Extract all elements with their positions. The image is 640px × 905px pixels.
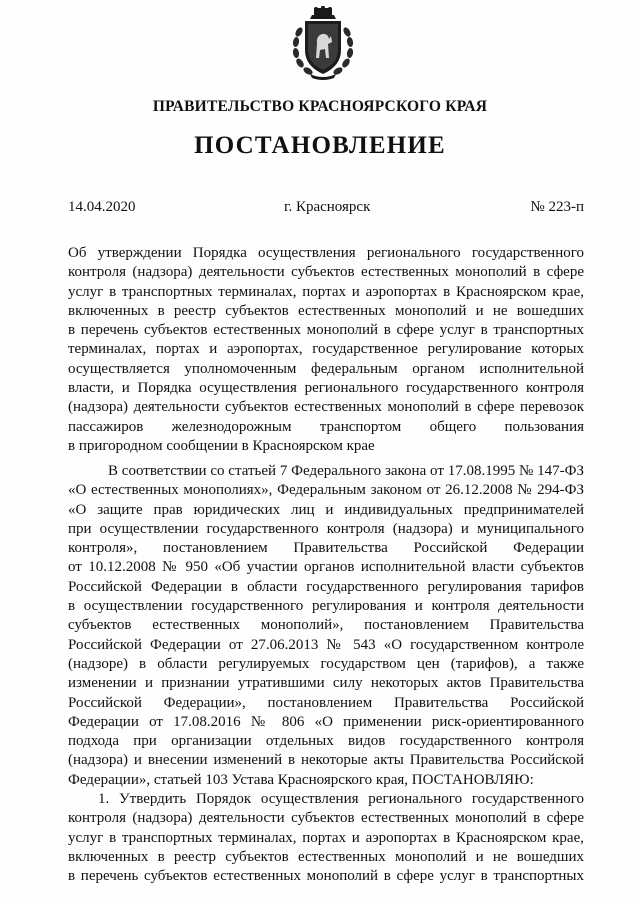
subject-line: Об утверждении Порядка осуществления регионального государственного	[68, 245, 584, 261]
item-line: услуг в транспортных терминалах, портах и аэропортах в Красноярском крае,	[68, 829, 584, 846]
subject-line: пассажиров железнодорожным транспортом общего пользования	[68, 418, 584, 435]
body-line: Российской Федерации», постановлением Правительства Российской	[68, 694, 584, 711]
subject-line: услуг в транспортных терминалах, портах и аэропортах в Красноярском крае,	[68, 283, 584, 300]
body-line: контроля», постановлением Правительства Российской Федерации	[68, 540, 584, 557]
item-1-paragraph	[68, 790, 584, 886]
subject-line: терминалах, портах и аэропортах, государственное регулирование которых	[68, 341, 584, 358]
subject-line: включенных в реестр субъектов естественных монополий и не вошедших	[68, 302, 584, 319]
subject-line: осуществляется уполномоченным федеральным органом исполнительной	[68, 360, 584, 377]
body-line: Российской Федерации в области государственного регулирования тарифов	[68, 578, 584, 595]
document-body	[68, 462, 584, 887]
body-line: Федерации», статьей 103 Устава Красноярского края, ПОСТАНОВЛЯЮ:	[68, 771, 534, 788]
body-line: (надзоре) в области регулируемых государством цен (тарифов), а также	[68, 655, 584, 672]
document-type-heading: ПОСТАНОВЛЕНИЕ	[194, 132, 446, 159]
body-line: В соответствии со статьей 7 Федерального закона от 17.08.1995 № 147-ФЗ	[108, 463, 584, 479]
body-line: «О естественных монополиях», Федеральным законом от 26.12.2008 № 294-ФЗ	[68, 482, 584, 499]
body-line: изменении и признании утратившими силу некоторых актов Правительства	[68, 675, 584, 692]
krasnoyarsk-coat-of-arms-emblem	[290, 6, 356, 80]
item-line: в перечень субъектов естественных монополий в сфере услуг в транспортных	[68, 868, 584, 885]
document-subject	[68, 244, 584, 456]
item-line: включенных в реестр субъектов естественных монополий и не вошедших	[68, 848, 584, 865]
item-line: контроля (надзора) деятельности субъектов естественных монополий в сфере	[68, 810, 584, 827]
subject-line: (надзора) деятельности субъектов естественных монополий в сфере перевозок	[68, 399, 584, 416]
subject-line: в пригородном сообщении в Красноярском крае	[68, 437, 375, 454]
government-title: ПРАВИТЕЛЬСТВО КРАСНОЯРСКОГО КРАЯ	[152, 98, 488, 115]
body-line: Российской Федерации от 27.06.2013 № 543 «О государственном контроле	[68, 636, 584, 653]
body-line: (надзора) и внесении изменений в некоторые акты Правительства Российской	[68, 752, 584, 769]
preamble-paragraph	[68, 462, 584, 790]
document-number: № 223-п	[530, 199, 584, 215]
subject-line: власти, и Порядка осуществления регионального государственного контроля	[68, 380, 584, 397]
body-line: в осуществлении государственного регулирования и контроля деятельности	[68, 598, 584, 615]
body-line: Федерации от 17.08.2016 № 806 «О применении риск-ориентированного	[68, 713, 584, 730]
subject-line: контроля (надзора) деятельности субъектов естественных монополий в сфере	[68, 264, 584, 281]
document-city: г. Красноярск	[284, 199, 371, 215]
document-date: 14.04.2020	[68, 199, 136, 215]
body-line: субъектов естественных монополий», постановлением Правительства	[68, 617, 584, 634]
body-line: «О защите прав юридических лиц и индивидуальных предпринимателей	[68, 501, 584, 518]
body-line: при осуществлении государственного контроля (надзора) и муниципального	[68, 520, 584, 537]
body-line: подхода при организации отдельных видов государственного контроля	[68, 733, 584, 750]
document-meta-row	[68, 199, 584, 219]
subject-line: в перечень субъектов естественных монополий в сфере услуг в транспортных	[68, 322, 584, 339]
body-line: от 10.12.2008 № 950 «Об участии органов исполнительной власти субъектов	[68, 559, 584, 576]
item-line: 1. Утвердить Порядок осуществления регионального государственного	[98, 791, 584, 808]
